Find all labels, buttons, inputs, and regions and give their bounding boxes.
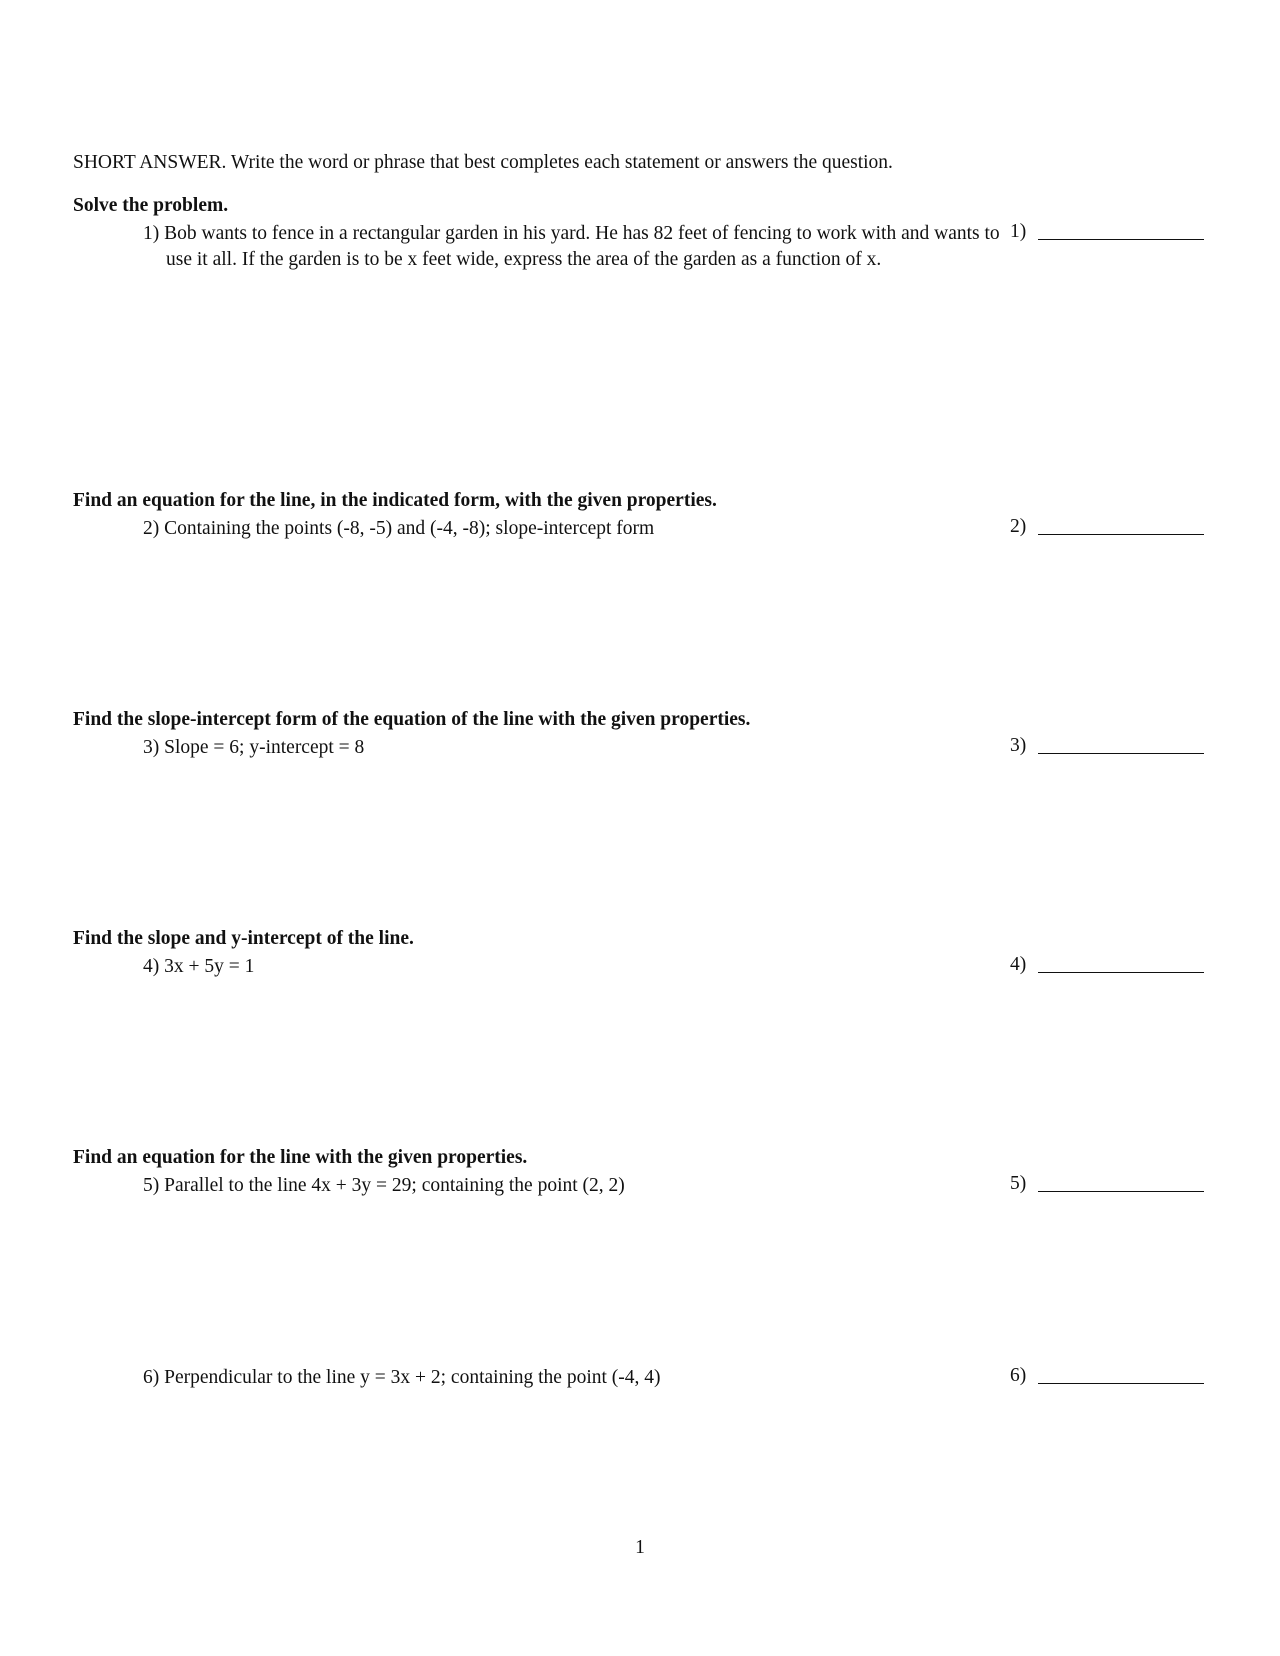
answer-blank-line[interactable]	[1038, 1191, 1204, 1192]
problem-number: 2)	[143, 518, 160, 539]
problem-text: Bob wants to fence in a rectangular garden in his yard. He has 82 feet of fencing to work with and wants to use it all. If the garden is to be x feet wide, express the area of the garden as a function of x.	[164, 223, 1000, 270]
answer-slot-3[interactable]	[1010, 735, 1200, 757]
problem-3	[143, 735, 993, 761]
section-heading-given-properties: Find an equation for the line with the given properties.	[73, 1147, 528, 1168]
answer-slot-4[interactable]	[1010, 954, 1200, 976]
instructions-line: SHORT ANSWER. Write the word or phrase that best completes each statement or answers the question.	[73, 152, 893, 173]
problem-1	[143, 221, 1016, 273]
problem-text: Perpendicular to the line y = 3x + 2; containing the point (-4, 4)	[164, 1367, 661, 1388]
problem-6	[143, 1365, 993, 1391]
section-heading-indicated-form: Find an equation for the line, in the indicated form, with the given properties.	[73, 490, 717, 511]
answer-number: 3)	[1010, 735, 1027, 756]
answer-blank-line[interactable]	[1038, 239, 1204, 240]
section-heading-solve-problem: Solve the problem.	[73, 195, 229, 216]
answer-slot-1[interactable]	[1010, 221, 1200, 243]
problem-text: Slope = 6; y-intercept = 8	[164, 737, 365, 758]
answer-number: 1)	[1010, 221, 1027, 242]
problem-text: Containing the points (-8, -5) and (-4, -8); slope-intercept form	[164, 518, 655, 539]
section-heading-slope-intercept-form: Find the slope-intercept form of the equation of the line with the given properties.	[73, 709, 751, 730]
answer-slot-5[interactable]	[1010, 1173, 1200, 1195]
problem-number: 3)	[143, 737, 160, 758]
problem-4	[143, 954, 993, 980]
problem-number: 4)	[143, 956, 160, 977]
answer-blank-line[interactable]	[1038, 972, 1204, 973]
problem-text: 3x + 5y = 1	[164, 956, 255, 977]
answer-slot-6[interactable]	[1010, 1365, 1200, 1387]
answer-blank-line[interactable]	[1038, 753, 1204, 754]
answer-blank-line[interactable]	[1038, 534, 1204, 535]
answer-number: 6)	[1010, 1365, 1027, 1386]
problem-5	[143, 1173, 993, 1199]
page-number: 1	[635, 1537, 645, 1558]
problem-2	[143, 516, 993, 542]
answer-blank-line[interactable]	[1038, 1383, 1204, 1384]
problem-number: 5)	[143, 1175, 160, 1196]
answer-number: 4)	[1010, 954, 1027, 975]
problem-number: 6)	[143, 1367, 160, 1388]
answer-number: 5)	[1010, 1173, 1027, 1194]
problem-number: 1)	[143, 223, 160, 244]
answer-slot-2[interactable]	[1010, 516, 1200, 538]
problem-text: Parallel to the line 4x + 3y = 29; containing the point (2, 2)	[164, 1175, 625, 1196]
answer-number: 2)	[1010, 516, 1027, 537]
section-heading-slope-and-intercept: Find the slope and y-intercept of the line.	[73, 928, 414, 949]
